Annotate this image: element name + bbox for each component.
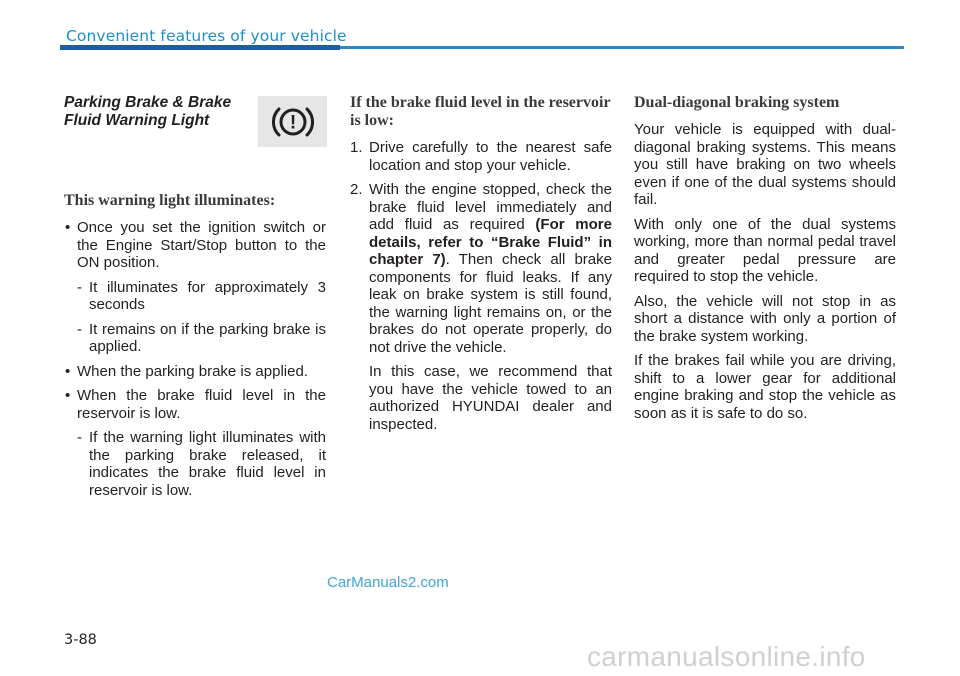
carmanuals-watermark: CarManuals2.com — [327, 574, 449, 591]
header-rule-dark — [60, 45, 340, 50]
paragraph: Also, the vehicle will not stop in as short a distance with only a portion of the brake system working. — [634, 292, 896, 345]
brake-warning-icon — [258, 96, 327, 147]
low-fluid-heading: If the brake fluid level in the reservoir is low: — [350, 94, 611, 129]
paragraph: Your vehicle is equipped with dual-diagonal braking systems. This means you still have braking on two wheels even if one of the dual systems should fail. — [634, 121, 896, 208]
paragraph: With only one of the dual systems working, more than normal pedal travel and greater pedal pressure are required to stop the vehicle. — [634, 215, 896, 285]
svg-text:!: ! — [289, 112, 296, 133]
numbered-step: 1. Drive carefully to the nearest safe location and stop your vehicle. — [350, 139, 612, 174]
tow-recommendation: In this case, we recommend that you have the vehicle towed to an authorized HYUNDAI dealer and inspected. — [369, 363, 612, 433]
paragraph: If the brakes fail while you are driving, shift to a lower gear for additional engine braking and stop the vehicle as soon as it is safe to do so. — [634, 352, 896, 422]
dual-diagonal-heading: Dual-diagonal braking system — [634, 94, 840, 111]
illuminates-heading: This warning light illuminates: — [64, 192, 276, 209]
page-number: 3-88 — [64, 632, 97, 648]
sub-list-item: - If the warning light illuminates with the parking brake released, it indicates the brake fluid level in reservoir is low. — [77, 429, 326, 499]
sub-list-item: - It illuminates for approximately 3 seconds — [77, 278, 326, 313]
section-header-title: Convenient features of your vehicle — [66, 27, 347, 45]
column-left — [64, 94, 326, 506]
column-right — [634, 94, 896, 429]
chapter-reference: (For more details, refer to “Brake Fluid” in chapter 7) — [369, 216, 612, 268]
list-item: • When the parking brake is applied. — [64, 363, 326, 381]
section-title: Parking Brake & Brake Fluid Warning Light — [64, 94, 232, 129]
list-item: • When the brake fluid level in the reservoir is low. — [64, 387, 326, 422]
list-item: • Once you set the ignition switch or the Engine Start/Stop button to the ON position. — [64, 219, 326, 272]
header-rule-light — [340, 46, 904, 49]
column-middle — [350, 94, 612, 440]
numbered-step: 2. With the engine stopped, check the brake fluid level immediately and add fluid as required (For more details, refer to “Brake Fluid” in chapter 7). Then check all brake components for fluid leaks. If any leak on brake system is still found, the warning light remains on, or the brakes do not operate properly, do not drive the vehicle. — [350, 181, 612, 356]
site-watermark: carmanualsonline.info — [587, 641, 866, 672]
exclamation-circle-icon — [271, 102, 315, 142]
sub-list-item: - It remains on if the parking brake is applied. — [77, 320, 326, 355]
